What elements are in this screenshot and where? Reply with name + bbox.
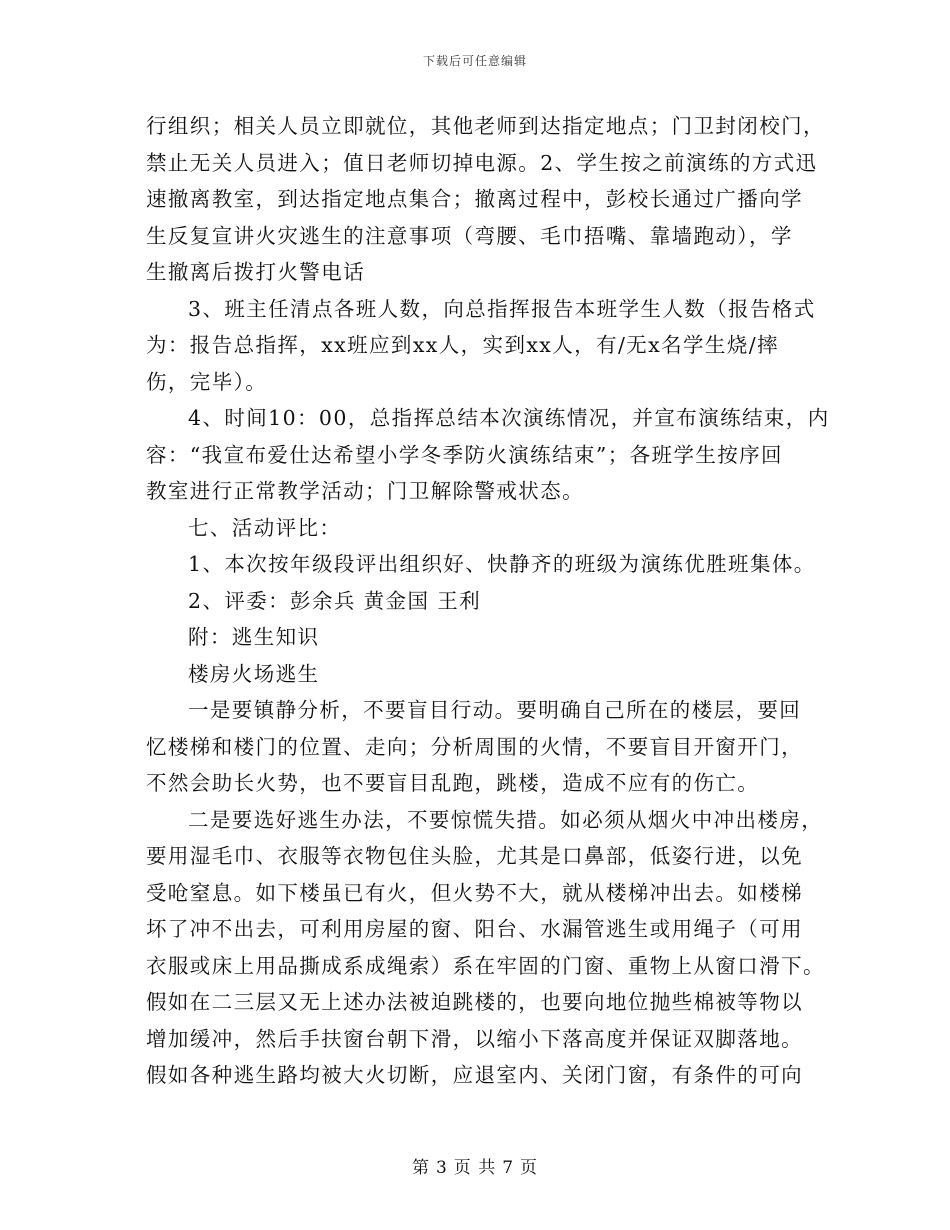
footer-page-number: 3 bbox=[435, 1158, 448, 1178]
section-heading bbox=[146, 510, 814, 547]
text-line: 为：报告总指挥，xx班应到xx人，实到xx人，有/无x名学生烧/摔 bbox=[146, 333, 779, 357]
text-line: 七、活动评比： bbox=[188, 515, 342, 540]
document-body bbox=[146, 108, 830, 1094]
text-line: 不然会助长火势，也不要盲目乱跑，跳楼，造成不应有的伤亡。 bbox=[146, 771, 760, 795]
text-line: 行组织；相关人员立即就位，其他老师到达指定地点；门卫封闭校门， bbox=[146, 114, 825, 138]
text-line: 生反复宣讲火灾逃生的注意事项（弯腰、毛巾捂嘴、靠墙跑动），学 bbox=[146, 223, 793, 248]
appendix-heading bbox=[146, 619, 814, 656]
footer-total-pages: 7 bbox=[502, 1158, 515, 1178]
footer-prefix: 第 bbox=[411, 1158, 430, 1178]
text-line: 1、本次按年级段评出组织好、快静齐的班级为演练优胜班集体。 bbox=[188, 552, 816, 576]
text-line: 生撤离后拨打火警电话 bbox=[146, 260, 365, 284]
text-line: 增加缓冲，然后手扶窗台朝下滑，以缩小下落高度并保证双脚落地。 bbox=[146, 1026, 803, 1051]
paragraph bbox=[146, 291, 814, 401]
text-line: 假如在二三层又无上述办法被迫跳楼的，也要向地位抛些棉被等物以 bbox=[146, 990, 803, 1014]
text-line: 4、时间10：00，总指挥总结本次演练情况，并宣布演练结束，内 bbox=[188, 406, 830, 430]
text-line: 一是要镇静分析，不要盲目行动。要明确自己所在的楼层，要回 bbox=[188, 698, 802, 722]
paragraph bbox=[146, 583, 814, 620]
subsection-heading bbox=[146, 656, 814, 693]
paragraph bbox=[146, 108, 825, 291]
text-line: 3、班主任清点各班人数，向总指挥报告本班学生人数（报告格式 bbox=[188, 296, 816, 321]
text-line: 坏了冲不出去，可利用房屋的窗、阳台、水漏管逃生或用绳子（可用 bbox=[146, 917, 803, 941]
footer-middle: 页 共 bbox=[453, 1158, 497, 1178]
page-footer bbox=[0, 1153, 950, 1178]
text-line: 禁止无关人员进入；值日老师切掉电源。2、学生按之前演练的方式迅 bbox=[146, 150, 818, 175]
paragraph bbox=[146, 400, 830, 510]
paragraph bbox=[146, 546, 814, 583]
page-header: 下载后可任意编辑 bbox=[422, 54, 527, 68]
text-line: 教室进行正常教学活动；门卫解除警戒状态。 bbox=[146, 479, 584, 503]
text-line: 衣服或床上用品撕成系成绳索）系在牢固的门窗、重物上从窗口滑下。 bbox=[146, 953, 825, 978]
text-line: 容：“我宣布爱仕达希望小学冬季防火演练结束”；各班学生按序回 bbox=[146, 442, 783, 467]
text-line: 2、评委：彭余兵 黄金国 王利 bbox=[188, 588, 482, 613]
paragraph bbox=[146, 692, 814, 802]
text-line: 忆楼梯和楼门的位置、走向；分析周围的火情，不要盲目开窗开门， bbox=[146, 734, 803, 759]
text-line: 速撤离教室，到达指定地点集合；撤离过程中，彭校长通过广播向学 bbox=[146, 187, 803, 211]
text-line: 二是要选好逃生办法，不要惊慌失措。如必须从烟火中冲出楼房， bbox=[188, 807, 824, 832]
text-line: 楼房火场逃生 bbox=[188, 661, 320, 686]
footer-suffix: 页 bbox=[520, 1158, 539, 1178]
text-line: 附：逃生知识 bbox=[188, 625, 320, 649]
paragraph bbox=[146, 802, 825, 1094]
text-line: 要用湿毛巾、衣服等衣物包住头脸，尤其是口鼻部，低姿行进，以免 bbox=[146, 844, 803, 868]
text-line: 受呛窒息。如下楼虽已有火，但火势不大，就从楼梯冲出去。如楼梯 bbox=[146, 880, 803, 905]
text-line: 伤，完毕）。 bbox=[146, 369, 268, 394]
text-line: 假如各种逃生路均被大火切断，应退室内、关闭门窗，有条件的可向 bbox=[146, 1063, 803, 1087]
